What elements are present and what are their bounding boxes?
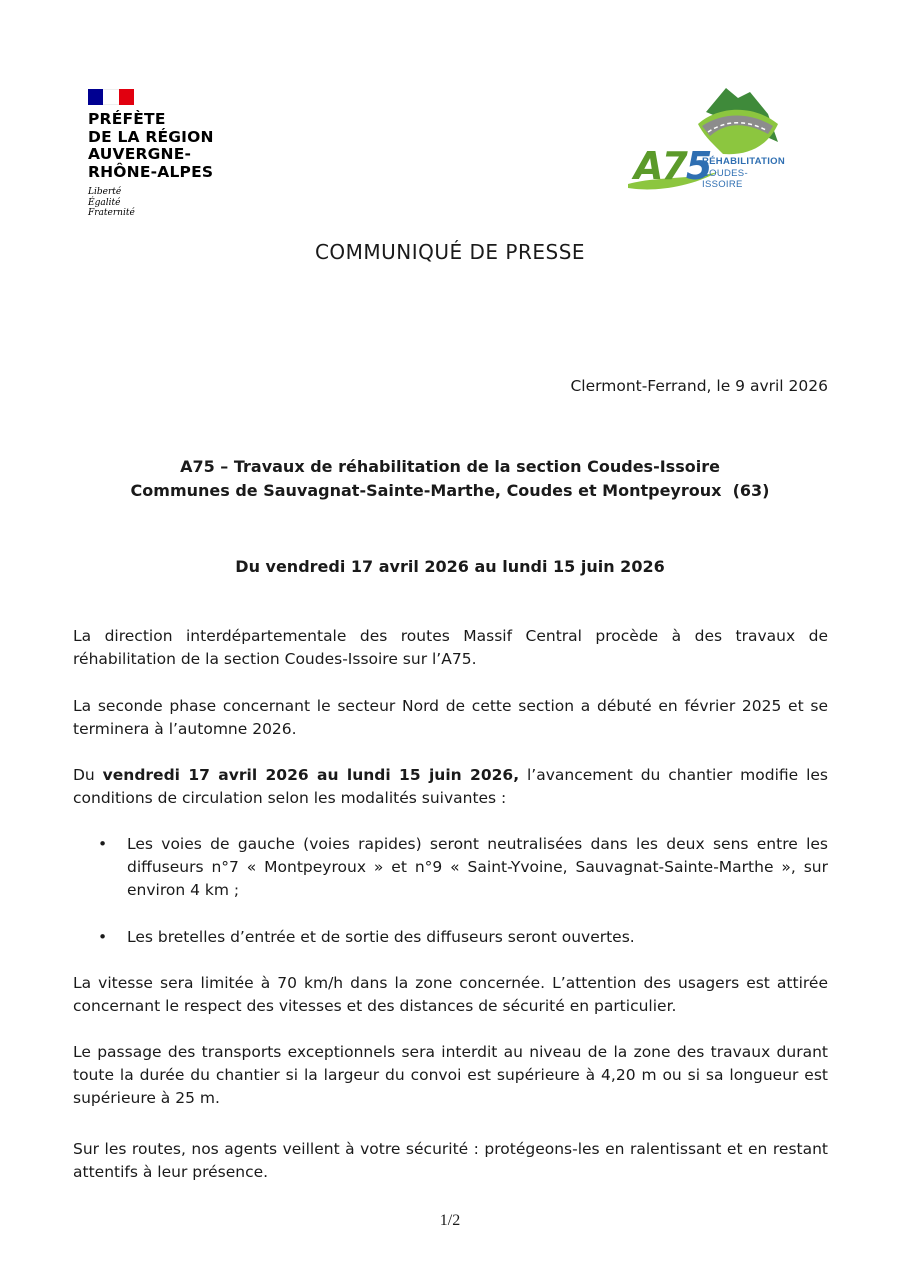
prefecture-line: DE LA RÉGION (88, 127, 214, 146)
logo-subtitle-2: COUDES-ISSOIRE (702, 168, 748, 190)
paragraph-3 (73, 764, 828, 810)
bullet-icon: • (98, 928, 108, 946)
paragraph-6: Sur les routes, nos agents veillent à votre sécurité : protégeons-les en ralentissant et en restant attentifs à leur présence. (73, 1140, 828, 1181)
place-date: Clermont-Ferrand, le 9 avril 2026 (570, 377, 828, 395)
logo-subtitle-1: RÉHABILITATION (702, 156, 786, 167)
bullet-icon: • (98, 835, 108, 853)
prefecture-line: AUVERGNE- (88, 145, 192, 163)
period-heading: Du vendredi 17 avril 2026 au lundi 15 juin 2026 (235, 557, 665, 576)
motto-line: Liberté (88, 187, 122, 197)
paragraph-5: Le passage des transports exceptionnels sera interdit au niveau de la zone des travaux durant toute la durée du chantier si la largeur du convoi est supérieure à 4,20 m ou si sa longueur est supérieure à 25 m. (73, 1043, 828, 1107)
list-item-text: Les voies de gauche (voies rapides) seront neutralisées dans les deux sens entre les diffuseurs n°7 « Montpeyroux » et n°9 « Saint-Yvoine, Sauvagnat-Sainte-Marthe », sur environ 4 km ; (127, 835, 828, 899)
headline-line-1: A75 – Travaux de réhabilitation de la section Coudes-Issoire (180, 457, 720, 476)
motto-line: Égalité (88, 197, 121, 208)
list-item (73, 833, 828, 902)
page-number: 1/2 (439, 1212, 461, 1229)
a75-rehabilitation-logo (628, 84, 788, 194)
paragraph-2: La seconde phase concernant le secteur Nord de cette section a débuté en février 2025 et se terminera à l’automne 2026. (73, 697, 828, 738)
french-flag-icon (88, 89, 134, 105)
prefecture-name (88, 111, 248, 181)
republic-motto (88, 187, 248, 219)
press-release-title: COMMUNIQUÉ DE PRESSE (314, 240, 586, 264)
paragraph-3-rest: l’avancement du chantier modifie les conditions de circulation selon les modalités suivantes : (73, 766, 828, 807)
list-item-text: Les bretelles d’entrée et de sortie des diffuseurs seront ouvertes. (127, 928, 635, 946)
prefecture-line: PRÉFÈTE (88, 110, 166, 128)
paragraph-3-bold: vendredi 17 avril 2026 au lundi 15 juin 2026, (102, 766, 520, 784)
paragraph-1: La direction interdépartementale des routes Massif Central procède à des travaux de réhabilitation de la section Coudes-Issoire sur l’A75. (73, 627, 828, 668)
list-item (73, 926, 828, 949)
a75-logo-text: A75 (634, 144, 711, 188)
prefecture-line: RHÔNE-ALPES (88, 162, 214, 181)
headline (0, 455, 900, 503)
paragraph-3-prefix: Du (73, 766, 103, 784)
paragraph-4: La vitesse sera limitée à 70 km/h dans la zone concernée. L’attention des usagers est attirée concernant le respect des vitesses et des distances de sécurité en particulier. (73, 974, 828, 1015)
motto-line: Fraternité (88, 208, 135, 218)
headline-line-2: Communes de Sauvagnat-Sainte-Marthe, Coudes et Montpeyroux (63) (130, 481, 770, 500)
prefecture-logo (88, 89, 248, 219)
